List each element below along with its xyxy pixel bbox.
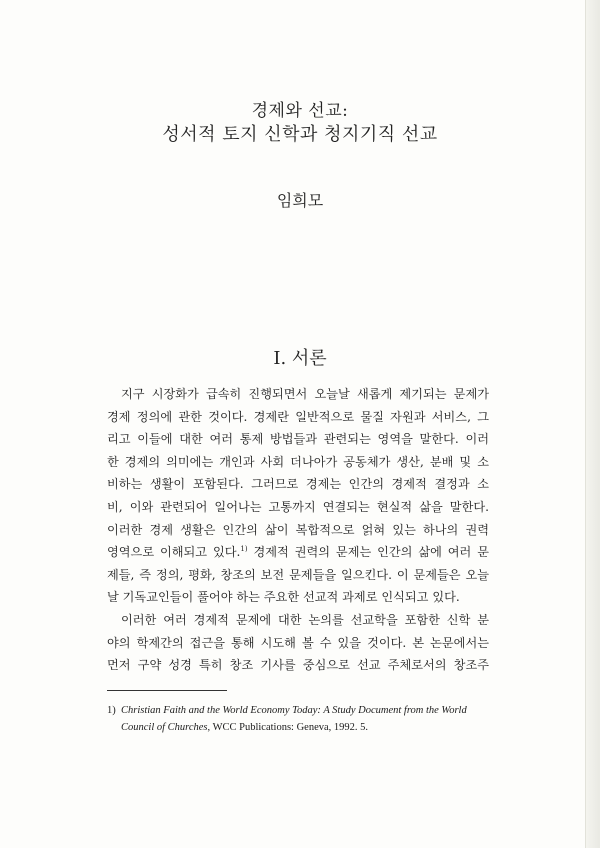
p1-line: 제들, 즉 정의, 평화, 창조의 보전 문제들을 일으킨다. 이 문제들은 오늘 (107, 567, 489, 582)
p1-line: 리고 이들에 대한 여러 통제 방법들과 관련되는 영역을 말한다. 이러 (107, 432, 489, 447)
footnote-reference[interactable]: 1) (240, 545, 248, 554)
section-heading: I. 서론 (273, 348, 327, 369)
p1-line: 날 기독교인들이 풀어야 하는 주요한 선교적 과제로 인식되고 있다. (107, 590, 460, 605)
footnote-divider (107, 690, 227, 691)
p1-line: 비하는 생활이 포함된다. 그러므로 경제는 인간의 경제적 결정과 소 (107, 477, 489, 492)
p1-line: 지구 시장화가 급속히 진행되면서 오늘날 새롭게 제기되는 문제가 (121, 387, 489, 401)
p2-line: 이러한 여러 경제적 문제에 대한 논의를 선교학을 포함한 신학 분 (121, 612, 489, 627)
footnote-line1 (107, 702, 493, 719)
p1-line-with-footnote-ref (107, 541, 489, 564)
p1-line: 한 경제의 의미에는 개인과 사회 더나아가 공동체가 생산, 분배 및 소 (107, 454, 489, 469)
author-name: 임희모 (276, 191, 324, 210)
paper-title-line2: 성서적 토지 신학과 청지기직 선교 (162, 124, 438, 145)
p1-line: 이러한 경제 생활은 인간의 삶이 복합적으로 얽혀 있는 하나의 권력 (107, 522, 489, 537)
footnote-publisher: , WCC Publications: Geneva, 1992. 5. (207, 722, 369, 733)
p1-line8-part-b: 경제적 권력의 문제는 인간의 삶에 여러 문 (247, 545, 490, 560)
p1-line8-part-a: 영역으로 이해되고 있다. (107, 545, 241, 560)
footnote-line2 (107, 719, 493, 736)
footnote-number: 1) (107, 705, 116, 716)
footnote (107, 702, 493, 736)
footnote-title-part1: Christian Faith and the World Economy Today: A Study Document from the World (121, 705, 467, 716)
body-text (107, 383, 489, 677)
p1-line: 비, 이와 관련되어 일어나는 고통까지 연결되는 현실적 삶을 말한다. (107, 499, 489, 514)
p2-line: 야의 학제간의 접근을 통해 시도해 볼 수 있을 것이다. 본 논문에서는 (107, 635, 489, 650)
p2-line: 먼저 구약 성경 특히 창조 기사를 중심으로 선교 주체로서의 창조주 (107, 658, 489, 673)
footnote-title-part2: Council of Churches (121, 722, 208, 733)
paper-title-line1: 경제와 선교: (251, 101, 349, 121)
p1-line: 경제 정의에 관한 것이다. 경제란 일반적으로 물질 자원과 서비스, 그 (107, 409, 489, 424)
